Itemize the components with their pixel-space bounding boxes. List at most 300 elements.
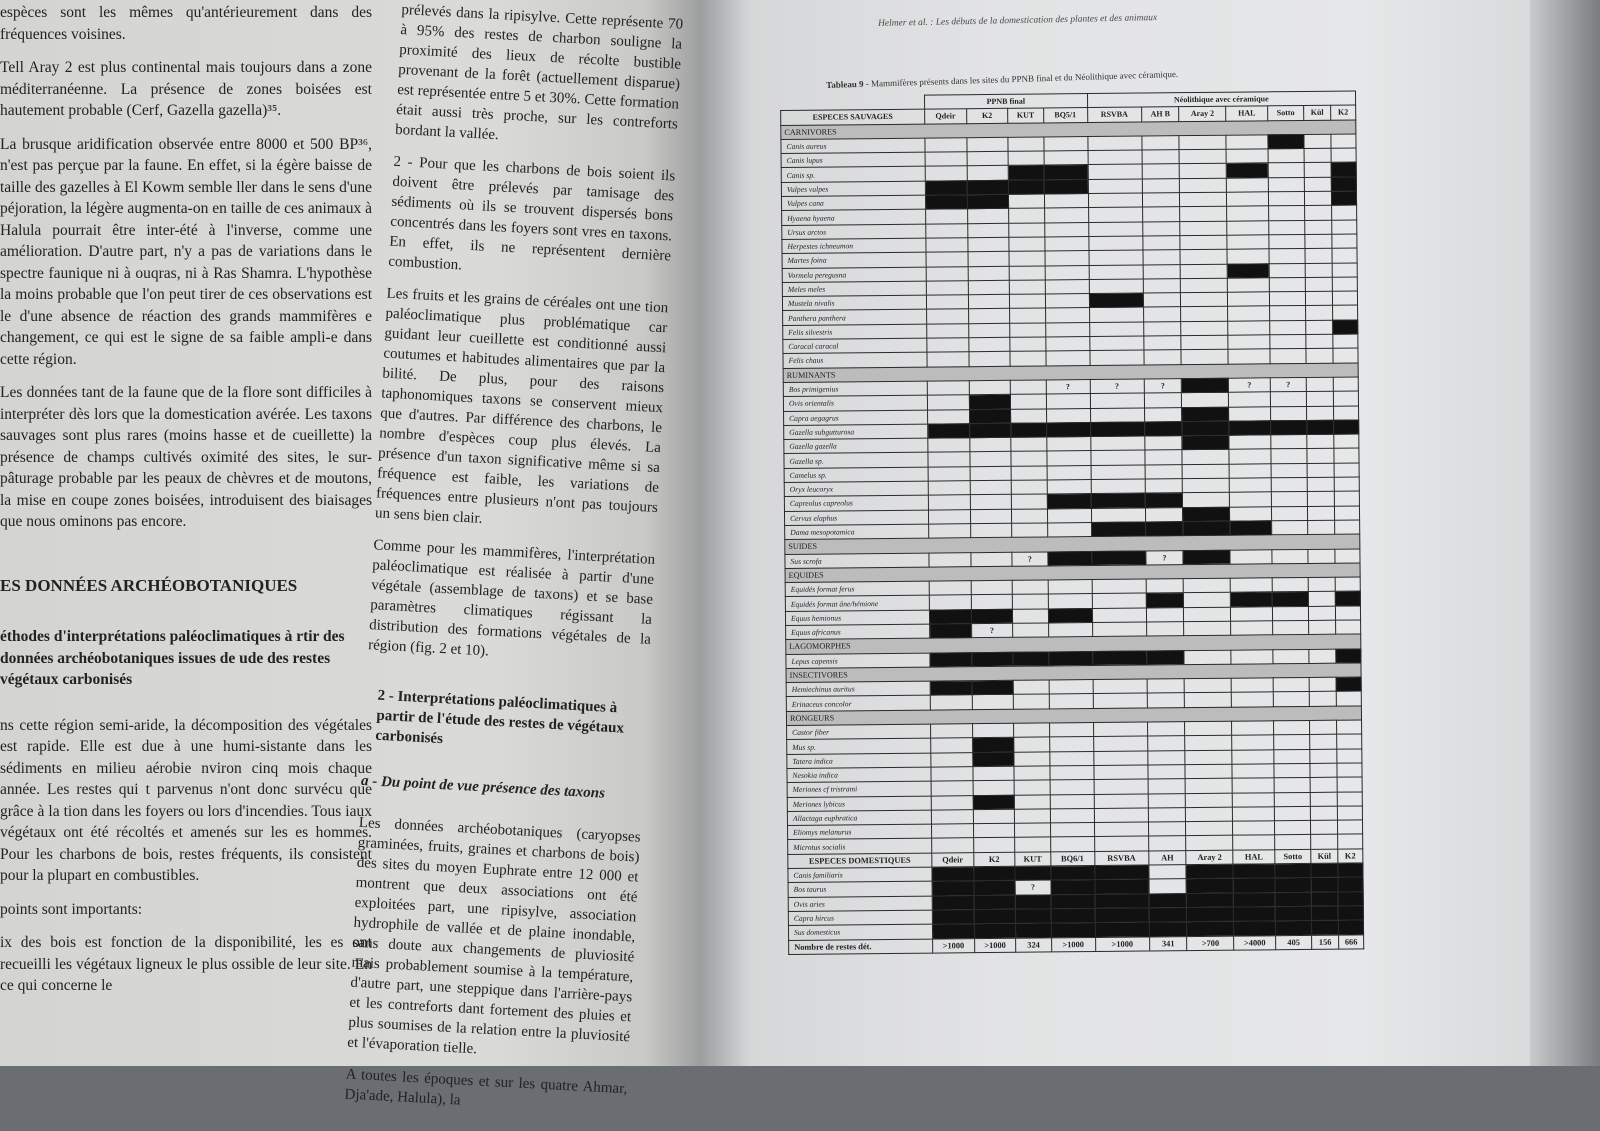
species-name: Hyaena hyaena — [782, 209, 926, 225]
presence-cell — [974, 866, 1016, 881]
presence-cell — [1051, 923, 1095, 938]
species-name: Sus scrofa — [785, 553, 929, 569]
empty-cell — [967, 223, 1009, 238]
empty-cell — [1180, 164, 1227, 179]
empty-cell — [927, 395, 969, 410]
presence-cell — [1149, 908, 1187, 923]
species-name: Erinaceus concolor — [786, 696, 930, 712]
paragraph: points sont importants: — [0, 900, 143, 918]
empty-cell — [1049, 765, 1093, 780]
species-name: Ovis aries — [788, 896, 932, 912]
total-value: >4000 — [1234, 935, 1276, 950]
empty-cell — [1044, 208, 1088, 223]
empty-cell — [1088, 150, 1142, 165]
col1-paragraphs — [0, 2, 372, 533]
presence-cell — [1227, 263, 1269, 278]
empty-cell — [1305, 277, 1332, 292]
presence-cell — [1183, 521, 1230, 536]
empty-cell — [1229, 435, 1271, 450]
empty-cell — [1232, 749, 1274, 764]
empty-cell — [1011, 451, 1046, 466]
empty-cell — [1307, 406, 1334, 421]
empty-cell — [1143, 293, 1181, 308]
species-name: Allactaga euphratica — [787, 810, 931, 826]
empty-cell — [1228, 292, 1270, 307]
empty-cell — [1092, 593, 1146, 608]
empty-cell — [1332, 263, 1357, 278]
empty-cell — [1185, 736, 1232, 751]
empty-cell — [1009, 223, 1044, 238]
empty-cell — [1184, 678, 1231, 693]
species-name: Gazella gazella — [784, 438, 928, 454]
paragraph: ix des bois est fonction de la disponibilité, les es ont recueilli les végétaux ligneux le plus ossible de leur site. En ce qui concerne le — [0, 934, 372, 994]
column-header: Kül — [1304, 106, 1331, 121]
empty-cell — [931, 795, 973, 810]
empty-cell — [1050, 823, 1094, 838]
empty-cell — [1094, 836, 1148, 851]
empty-cell — [970, 509, 1012, 524]
empty-cell — [1009, 194, 1044, 209]
empty-cell — [1146, 622, 1184, 637]
presence-cell — [1331, 177, 1356, 192]
column-header: AH — [1149, 850, 1187, 865]
empty-cell — [1181, 321, 1228, 336]
paragraph: ns cette région semi-aride, la décomposition des végétales est rapide. Elle est due à une humi-sistante dans les sédiments en milieu aérobie nviron cinq mois chaque année. Les restes qui t parvenus n'ont donc survécu que grâce à la tion dans les foyers ou lors d'incendies. Tous iaux végétaux ont été récoltés et amenés sur les es hommes. Pour les charbons de bois, restes fréquents, ils consistent pour la plupart en combustibles. — [0, 716, 372, 884]
empty-cell — [1269, 249, 1305, 264]
empty-cell — [925, 152, 967, 167]
left-page — [0, 0, 700, 1109]
empty-cell — [1305, 248, 1332, 263]
presence-cell — [1015, 866, 1050, 881]
empty-cell — [1310, 792, 1337, 807]
empty-cell — [1185, 750, 1232, 765]
empty-cell — [1049, 751, 1093, 766]
col2-heading: 2 - Interprétations paléoclimatiques à partir de l'étude des restes de végétaux carbonisés — [375, 687, 625, 748]
species-name: Gazella subgutturosa — [784, 424, 928, 440]
empty-cell — [1093, 751, 1147, 766]
empty-cell — [1093, 765, 1147, 780]
empty-cell — [1044, 194, 1088, 209]
empty-cell — [1047, 480, 1091, 495]
presence-cell — [969, 395, 1011, 410]
empty-cell — [1092, 622, 1146, 637]
species-name: Oryx leucoryx — [784, 481, 928, 497]
empty-cell — [1310, 735, 1337, 750]
presence-cell — [1275, 878, 1311, 893]
empty-cell — [1305, 191, 1332, 206]
empty-cell — [967, 209, 1009, 224]
empty-cell — [1333, 405, 1358, 420]
domestic-species-header: ESPECES DOMESTIQUES — [788, 853, 932, 869]
empty-cell — [1307, 449, 1334, 464]
empty-cell — [1226, 149, 1268, 164]
empty-cell — [1309, 677, 1336, 692]
presence-cell — [1095, 894, 1149, 909]
empty-cell — [1182, 464, 1229, 479]
presence-cell — [1231, 592, 1273, 607]
empty-cell — [1306, 391, 1333, 406]
empty-cell — [1309, 692, 1336, 707]
empty-cell — [1090, 450, 1144, 465]
empty-cell — [1014, 780, 1049, 795]
empty-cell — [1273, 678, 1309, 693]
species-name: Castor fiber — [787, 724, 931, 740]
empty-cell — [1142, 150, 1180, 165]
empty-cell — [1148, 793, 1186, 808]
empty-cell — [1337, 749, 1362, 764]
uncertain-cell: ? — [1090, 379, 1144, 394]
presence-cell — [1144, 421, 1182, 436]
empty-cell — [1274, 792, 1310, 807]
empty-cell — [1269, 263, 1305, 278]
col1-paragraphs-2 — [0, 715, 372, 997]
empty-cell — [1306, 306, 1333, 321]
empty-cell — [1011, 466, 1046, 481]
presence-cell — [1149, 893, 1187, 908]
uncertain-cell: ? — [971, 623, 1013, 638]
paragraph: La brusque aridification observée entre 8000 et 500 BP³⁶, n'est pas perçue par la faune. En effet, si la égère baisse de taille des gazelles à El Kowm semble ller dans le sens d'une péjoration, la légère augmenta-on en taille de ces animaux à Halula pourrait être inter-été à l'inverse, comme une amélioration. D'autre part, n'y a pas de variations dans le spectre faunique ni à ouqras, ni à Ras Shamra. L'hypothèse la moins probable que l'on peut tirer de ces observations est le d'une absence de réaction des grands mammifères e changement, ce qui est le signe de sa faible ampli-e dans cette région. — [0, 135, 372, 368]
empty-cell — [1226, 135, 1268, 150]
presence-cell — [1182, 378, 1229, 393]
empty-cell — [968, 280, 1010, 295]
empty-cell — [1047, 522, 1091, 537]
section-heading: ES DONNÉES ARCHÉOBOTANIQUES — [0, 575, 298, 595]
left-column-2 — [343, 0, 683, 1131]
empty-cell — [1049, 694, 1093, 709]
presence-cell — [1149, 922, 1187, 937]
empty-cell — [1333, 377, 1358, 392]
paragraph: Comme pour les mammifères, l'interprétation paléoclimatique est réalisée à partir d'une végétale (assemblage de taxons) et se base paramètres climatiques régissant la distribution des formations végétales de la région (fig. 2 et 10). — [367, 537, 656, 660]
empty-cell — [1186, 793, 1233, 808]
empty-cell — [1274, 821, 1310, 836]
empty-cell — [1232, 792, 1274, 807]
empty-cell — [1143, 236, 1181, 251]
empty-cell — [931, 767, 973, 782]
presence-cell — [974, 923, 1016, 938]
empty-cell — [1306, 320, 1333, 335]
empty-cell — [1149, 865, 1187, 880]
empty-cell — [1336, 691, 1361, 706]
species-name: Cervus elaphus — [784, 510, 928, 526]
sub-heading: éthodes d'interprétations paléoclimatiques à rtir des données archéobotaniques issues de ude des restes végétaux carbonisés — [0, 628, 345, 688]
species-name: Canis familiaris — [788, 867, 932, 883]
empty-cell — [1014, 723, 1049, 738]
empty-cell — [1270, 392, 1306, 407]
empty-cell — [1184, 621, 1231, 636]
empty-cell — [1233, 821, 1275, 836]
empty-cell — [1182, 450, 1229, 465]
species-name: Camelus sp. — [784, 467, 928, 483]
empty-cell — [1009, 208, 1044, 223]
total-value: >1000 — [933, 938, 975, 953]
total-value: 666 — [1338, 934, 1363, 949]
empty-cell — [1145, 507, 1183, 522]
empty-cell — [1269, 292, 1305, 307]
empty-cell — [1333, 391, 1358, 406]
empty-cell — [969, 380, 1011, 395]
empty-cell — [1269, 306, 1305, 321]
presence-cell — [1047, 494, 1091, 509]
empty-cell — [931, 752, 973, 767]
species-name: Equidés format âne/hémione — [785, 595, 929, 611]
empty-cell — [1306, 349, 1333, 364]
presence-cell — [1230, 521, 1272, 536]
column-header: Kül — [1311, 849, 1338, 864]
empty-cell — [1271, 520, 1307, 535]
presence-cell — [1331, 162, 1356, 177]
presence-cell — [972, 680, 1014, 695]
species-name: Gazella sp. — [784, 453, 928, 469]
empty-cell — [1305, 220, 1332, 235]
species-name: Capra aegagrus — [784, 410, 928, 426]
empty-cell — [973, 823, 1015, 838]
species-name: Meriones lybicus — [787, 796, 931, 812]
empty-cell — [1014, 752, 1049, 767]
empty-cell — [968, 309, 1010, 324]
empty-cell — [1011, 394, 1046, 409]
empty-cell — [1047, 508, 1091, 523]
species-name: Vulpes cana — [781, 195, 925, 211]
empty-cell — [1145, 436, 1183, 451]
presence-cell — [1311, 906, 1338, 921]
presence-cell — [967, 194, 1009, 209]
category-label: CARNIVORES — [781, 120, 1356, 140]
presence-cell — [932, 867, 974, 882]
presence-cell — [1335, 591, 1360, 606]
empty-cell — [1232, 721, 1274, 736]
species-name: Hemiechinus auritus — [786, 681, 930, 697]
mammal-table — [780, 90, 1364, 954]
presence-cell — [1015, 895, 1050, 910]
presence-cell — [972, 752, 1014, 767]
empty-cell — [1010, 337, 1045, 352]
presence-cell — [932, 881, 974, 896]
empty-cell — [1310, 749, 1337, 764]
species-name: Tatera indica — [787, 753, 931, 769]
presence-cell — [1338, 906, 1363, 921]
empty-cell — [1143, 250, 1181, 265]
species-name: Caracal caracal — [783, 338, 927, 354]
empty-cell — [1311, 835, 1338, 850]
presence-cell — [1186, 879, 1233, 894]
empty-cell — [1092, 608, 1146, 623]
empty-cell — [1093, 693, 1147, 708]
presence-cell — [1016, 909, 1051, 924]
empty-cell — [1183, 478, 1230, 493]
species-name: Bos taurus — [788, 881, 932, 897]
empty-cell — [1308, 549, 1335, 564]
empty-cell — [931, 781, 973, 796]
empty-cell — [1044, 151, 1088, 166]
column-header: K2 — [1330, 105, 1355, 120]
empty-cell — [1180, 221, 1227, 236]
species-name: Equus africanus — [786, 624, 930, 640]
caption-label: Tableau 9 — [826, 78, 864, 90]
empty-cell — [1147, 693, 1185, 708]
empty-cell — [1088, 207, 1142, 222]
column-header: KUT — [1015, 852, 1050, 867]
empty-cell — [926, 223, 968, 238]
column-header: BQ6/1 — [1050, 851, 1094, 866]
presence-cell — [1091, 551, 1145, 566]
empty-cell — [1272, 620, 1308, 635]
presence-cell — [1011, 423, 1046, 438]
empty-cell — [1048, 580, 1092, 595]
empty-cell — [1181, 307, 1228, 322]
presence-cell — [1187, 921, 1234, 936]
presence-cell — [932, 910, 974, 925]
empty-cell — [1334, 463, 1359, 478]
empty-cell — [1181, 292, 1228, 307]
empty-cell — [1147, 679, 1185, 694]
empty-cell — [1010, 323, 1045, 338]
empty-cell — [1268, 192, 1304, 207]
empty-cell — [1310, 720, 1337, 735]
empty-cell — [1015, 837, 1050, 852]
column-header: AH B — [1141, 107, 1179, 122]
empty-cell — [1184, 650, 1231, 665]
empty-cell — [925, 166, 967, 181]
empty-cell — [931, 738, 973, 753]
presence-cell — [1145, 493, 1183, 508]
empty-cell — [1269, 277, 1305, 292]
paragraph: Les données tant de la faune que de la flore sont difficiles à interpréter dès lors que la domestication avérée. Les taxons sauvages sont plus rares (moins hasse et de cueillette) la présence de champs cultivés oximité des sites, le sur-pâturage probable par les peaux de chèvres et de moutons, la mise en coupe zones boisées, introduisent des biaisages que nous ominons pas encore. — [0, 384, 372, 530]
presence-cell — [1051, 908, 1095, 923]
empty-cell — [970, 552, 1012, 567]
empty-cell — [1304, 177, 1331, 192]
presence-cell — [971, 609, 1013, 624]
empty-cell — [970, 452, 1012, 467]
empty-cell — [927, 352, 969, 367]
empty-cell — [1048, 623, 1092, 638]
empty-cell — [1185, 778, 1232, 793]
empty-cell — [967, 137, 1009, 152]
empty-cell — [1088, 165, 1142, 180]
empty-cell — [1094, 808, 1148, 823]
empty-cell — [968, 294, 1010, 309]
empty-cell — [1094, 822, 1148, 837]
empty-cell — [1273, 692, 1309, 707]
empty-cell — [1144, 407, 1182, 422]
column-header: Qdeir — [932, 852, 974, 867]
presence-cell — [1186, 864, 1233, 879]
total-value: >700 — [1187, 936, 1234, 951]
empty-cell — [1271, 492, 1307, 507]
empty-cell — [969, 437, 1011, 452]
caption-text: - Mammifères présents dans les sites du PPNB final et du Néolithique avec céramique. — [863, 68, 1179, 89]
presence-cell — [1182, 421, 1229, 436]
presence-cell — [969, 423, 1011, 438]
empty-cell — [1186, 836, 1233, 851]
empty-cell — [1230, 492, 1272, 507]
presence-cell — [1047, 551, 1091, 566]
empty-cell — [1049, 723, 1093, 738]
total-value: 324 — [1016, 937, 1051, 952]
group-neolithic: Néolithique avec céramique — [1087, 91, 1356, 108]
empty-cell — [1233, 835, 1275, 850]
species-name: Ovis orientalis — [783, 395, 927, 411]
empty-cell — [1309, 606, 1336, 621]
empty-corner — [781, 95, 925, 111]
species-name: Equidés format ferus — [785, 581, 929, 597]
total-value: >1000 — [1095, 937, 1149, 952]
presence-cell — [973, 795, 1015, 810]
uncertain-cell: ? — [1046, 379, 1090, 394]
presence-cell — [1044, 165, 1088, 180]
empty-cell — [1273, 721, 1309, 736]
presence-cell — [1233, 864, 1275, 879]
presence-cell — [930, 681, 972, 696]
empty-cell — [1091, 508, 1145, 523]
empty-cell — [968, 337, 1010, 352]
presence-cell — [1044, 179, 1088, 194]
species-name: Meriones cf tristrami — [787, 781, 931, 797]
empty-cell — [1091, 465, 1145, 480]
empty-cell — [1045, 279, 1089, 294]
empty-cell — [1309, 649, 1336, 664]
empty-cell — [1045, 337, 1089, 352]
empty-cell — [1011, 437, 1046, 452]
empty-cell — [1274, 735, 1310, 750]
empty-cell — [1149, 879, 1187, 894]
presence-cell — [1233, 892, 1275, 907]
empty-cell — [1232, 778, 1274, 793]
presence-cell — [1234, 907, 1276, 922]
species-name: Canis aureus — [781, 138, 925, 154]
empty-cell — [1145, 464, 1183, 479]
empty-cell — [1230, 506, 1272, 521]
empty-cell — [1230, 578, 1272, 593]
empty-cell — [1044, 237, 1088, 252]
species-name: Lepus capensis — [786, 653, 930, 669]
paragraph: A toutes les époques et sur les quatre Ahmar, Dja'ade, Halula), la — [344, 1066, 628, 1109]
category-label: EQUIDES — [785, 563, 1360, 583]
empty-cell — [1274, 778, 1310, 793]
empty-cell — [1012, 509, 1047, 524]
species-name: Microtus socialis — [788, 839, 932, 855]
empty-cell — [931, 810, 973, 825]
empty-cell — [1274, 749, 1310, 764]
empty-cell — [1271, 477, 1307, 492]
empty-cell — [1089, 336, 1143, 351]
empty-cell — [1272, 578, 1308, 593]
empty-cell — [968, 252, 1010, 267]
empty-cell — [1310, 763, 1337, 778]
species-name: Capreolus capreolus — [784, 495, 928, 511]
empty-cell — [1089, 265, 1143, 280]
presence-cell — [1090, 422, 1144, 437]
presence-cell — [930, 652, 972, 667]
presence-cell — [974, 895, 1016, 910]
presence-cell — [1311, 863, 1338, 878]
empty-cell — [927, 338, 969, 353]
empty-cell — [1229, 449, 1271, 464]
empty-cell — [1090, 436, 1144, 451]
empty-cell — [1046, 394, 1090, 409]
empty-cell — [1227, 235, 1269, 250]
empty-cell — [1046, 351, 1090, 366]
empty-cell — [1305, 206, 1332, 221]
species-name: Ursus arctos — [782, 224, 926, 240]
empty-cell — [1271, 463, 1307, 478]
presence-cell — [1095, 908, 1149, 923]
empty-cell — [1045, 251, 1089, 266]
species-name: Mustela nivalis — [782, 295, 926, 311]
presence-cell — [1336, 649, 1361, 664]
presence-cell — [1226, 163, 1268, 178]
species-name: Sus domesticus — [788, 924, 932, 940]
empty-cell — [1272, 606, 1308, 621]
